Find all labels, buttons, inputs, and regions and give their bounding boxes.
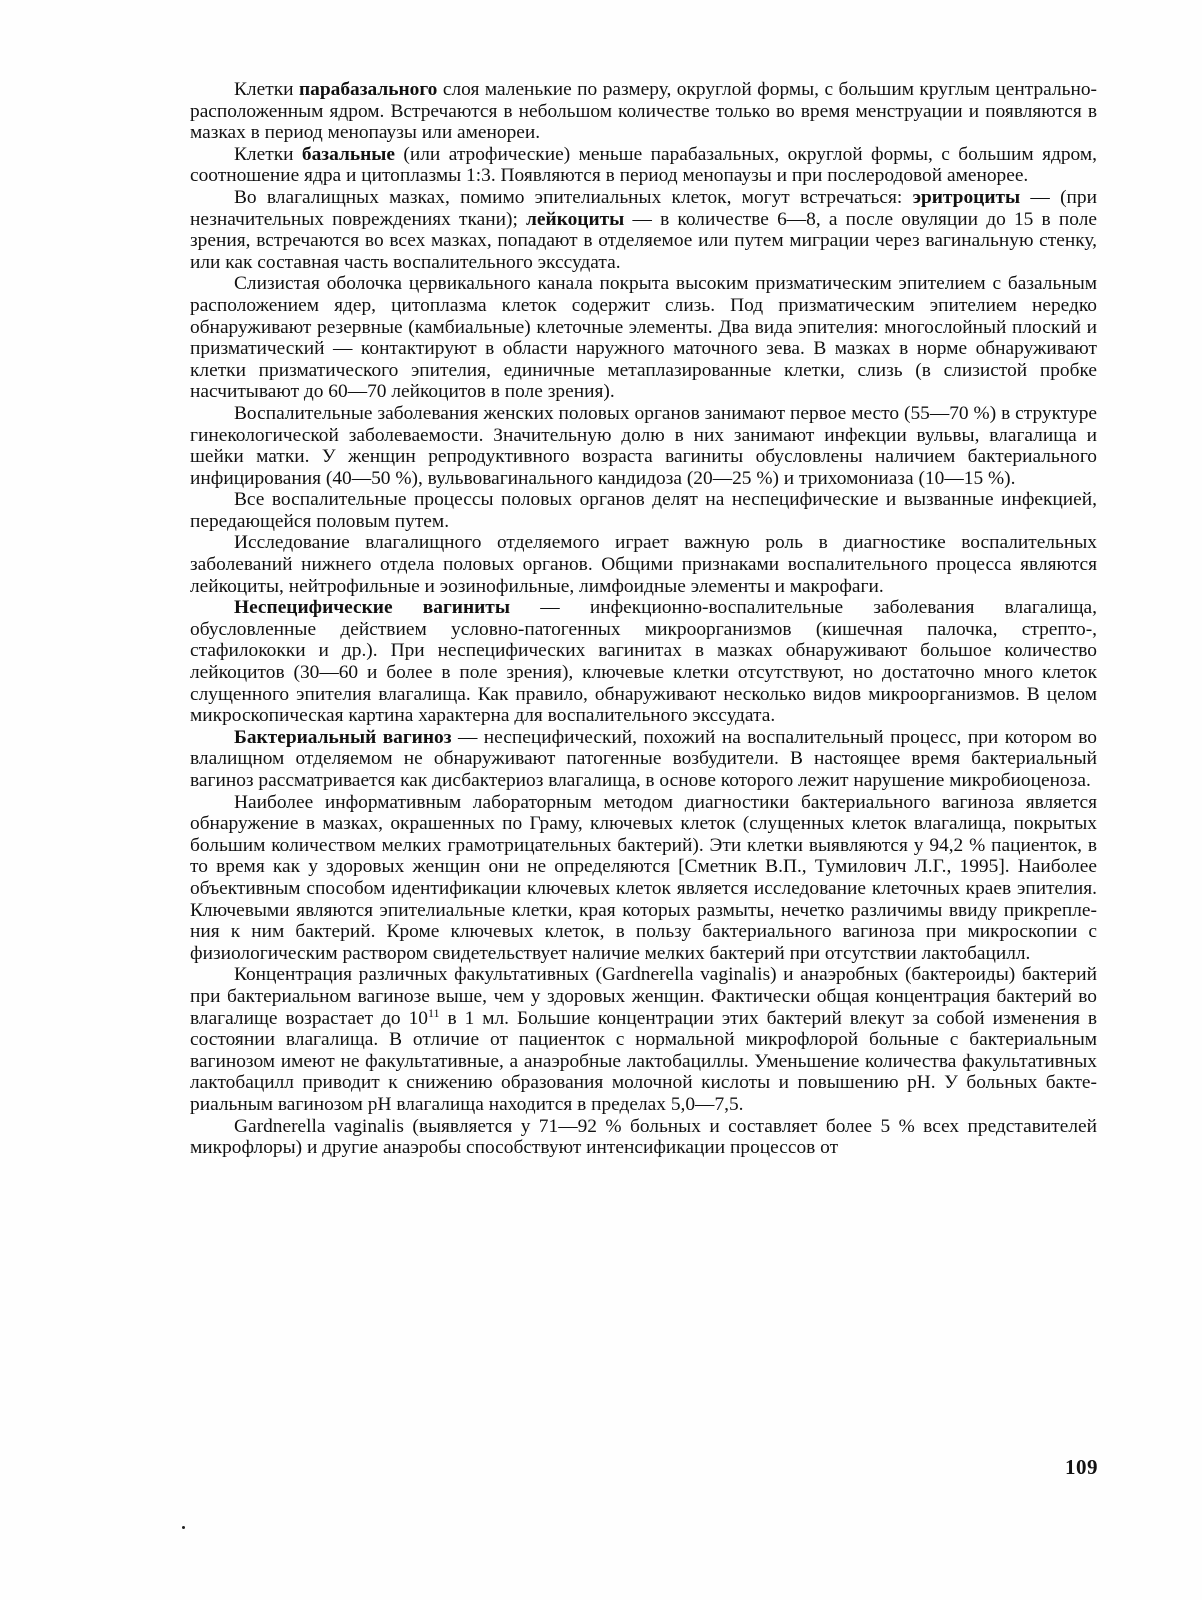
page-body [190, 79, 1097, 1159]
bold-term: базальные [301, 143, 396, 165]
paragraph [190, 403, 1097, 489]
text-run: Клетки [234, 143, 302, 165]
text-run: — в количестве 6—8, а после овуляции до 15 в поле зрения, встречаются во всех мазках, попадают в отделяемое или путем миграции через вагинальную стенку, или как составная часть воспалительного экссудата. [190, 208, 1097, 273]
text-run: — инфекционно-воспалительные заболевания влагалища, обусловленные действием условно-патогенных микроорганизмов (кишечная палочка, стрепто-, стафилококки и др.). При неспецифических вагинитах в мазках обнаруживают большое количество лейкоцитов (30—60 и более в поле зрения), ключевые клетки отсутствуют, но достаточно много клеток слущенного эпителия влагалища. Как правило, обнаруживают несколько видов микроорганизмов. В целом микроскопическая картина характерна для воспалительного экссудата. [190, 597, 1097, 727]
text-run: Во влагалищных мазках, помимо эпителиальных клеток, могут встречаться: [234, 186, 913, 208]
text-run: Исследование влагалищного отделяемого играет важную роль в диагностике воспалительных заболеваний нижнего отдела половых органов. Общими признаками воспалительного процесса являются лейкоциты, нейтрофильные и эозинофильные, лимфоидные элементы и макрофаги. [190, 532, 1097, 597]
paragraph [190, 187, 1097, 273]
paragraph [190, 597, 1097, 727]
paragraph [190, 1116, 1097, 1159]
superscript: 11 [427, 1005, 440, 1020]
text-run: Наиболее информативным лабораторным методом диагностики бактериального вагиноза является обнаружение в мазках, окрашенных по Граму, ключевых клеток (слущенных клеток влагалища, покрытых большим количеством мелких грамотрицательных бактерий). Эти клетки выявляются у 94,2 % пациенток, в то время как у здоровых женщин они не определяются [Сметник В.П., Тумилович Л.Г., 1995]. Наиболее объективным способом идентификации ключевых клеток является исследование клеточных краев эпителия. Ключевыми являются эпителиальные клетки, края которых размыты, нечетко различимы ввиду прикрепления к ним бактерий. Кроме ключевых клеток, в пользу бактериального вагиноза при микроскопии с физиологическим раствором свидетельствует наличие мелких бактерий при отсутствии лактобацилл. [190, 791, 1097, 964]
scan-speck [182, 1526, 185, 1529]
paragraph [190, 144, 1097, 187]
text-run: — неспецифический, похожий на воспалительный процесс, при котором во влалищном отделяемом не обнаруживают патогенные возбудители. В настоящее время бактериальный вагиноз рассматривается как дисбактериоз влагалища, в основе которого лежит нарушение микробиоценоза. [190, 726, 1097, 791]
paragraph [190, 273, 1097, 403]
bold-term: Бактериальный вагиноз [234, 726, 452, 748]
text-run: Воспалительные заболевания женских половых органов занимают первое место (55—70 %) в структуре гинекологической заболеваемости. Значительную долю в них занимают инфекции вульвы, влагалища и шейки матки. У женщин репродуктивного возраста вагиниты обусловлены наличием бактериального инфицирования (40—50 %), вульвовагинального кандидоза (20—25 %) и трихомониаза (10—15 %). [190, 402, 1097, 489]
bold-term: лейкоциты [526, 208, 625, 230]
bold-term: эритроциты [912, 186, 1021, 208]
bold-term: Неспецифические вагиниты [234, 597, 510, 619]
text-run: — (при незначительных повреждениях ткани); [190, 186, 1097, 230]
text-run: слоя маленькие по размеру, округлой формы, с большим круглым центрально-расположенным ядром. Встречаются в небольшом количестве только во время менструации и появляются в мазках в период менопаузы или аменореи. [190, 79, 1097, 144]
text-run: в 1 мл. Большие концентрации этих бактерий влекут за собой изменения в состоянии влагалища. В отличие от пациенток с нормальной микрофлорой больные с бактериальным вагинозом имеют не факультативные, а анаэробные лактобациллы. Уменьшение количества факультативных лактобацилл приводит к снижению образования молочной кислоты и повышению pH. У больных бактериальным вагинозом pH влагалища находится в пределах 5,0—7,5. [190, 1007, 1097, 1115]
text-run: Клетки [234, 79, 299, 100]
bold-term: парабазального [298, 79, 438, 100]
paragraph [190, 79, 1097, 144]
paragraph [190, 727, 1097, 792]
text-run: Gardnerella vaginalis (выявляется у 71—92 % больных и составляет более 5 % всех представителей микрофлоры) и другие анаэробы способствуют интенсификации процессов от [190, 1115, 1097, 1159]
paragraph [190, 489, 1097, 532]
paragraph [190, 792, 1097, 965]
page-number: 109 [1065, 1455, 1098, 1479]
text-run: (или атрофические) меньше парабазальных, округлой формы, с большим ядром, соотношение ядра и цитоплазмы 1:3. Появляются в период менопаузы и при послеродовой аменорее. [190, 143, 1098, 187]
paragraph [190, 964, 1097, 1115]
paragraph [190, 532, 1097, 597]
text-run: Все воспалительные процессы половых органов делят на неспецифические и вызванные инфекцией, передающейся половым путем. [190, 489, 1097, 532]
text-run: Концентрация различных факультативных (Gardnerella vaginalis) и анаэробных (бактероиды) бактерий при бактериальном вагинозе выше, чем у здоровых женщин. Фактически общая концентрация бактерий во влагалище возрастает до 10 [190, 964, 1097, 1029]
text-run: Слизистая оболочка цервикального канала покрыта высоким призматическим эпителием с базальным расположением ядер, цитоплазма клеток содержит слизь. Под призматическим эпителием нередко обнаруживают резервные (камбиальные) клеточные элементы. Два вида эпителия: многослойный плоский и призматический — контактируют в области наружного маточного зева. В мазках в норме обнаруживают клетки призматического эпителия, единичные метаплазированные клетки, слизь (в слизистой пробке насчитывают до 60—70 лейкоцитов в поле зрения). [190, 273, 1097, 403]
